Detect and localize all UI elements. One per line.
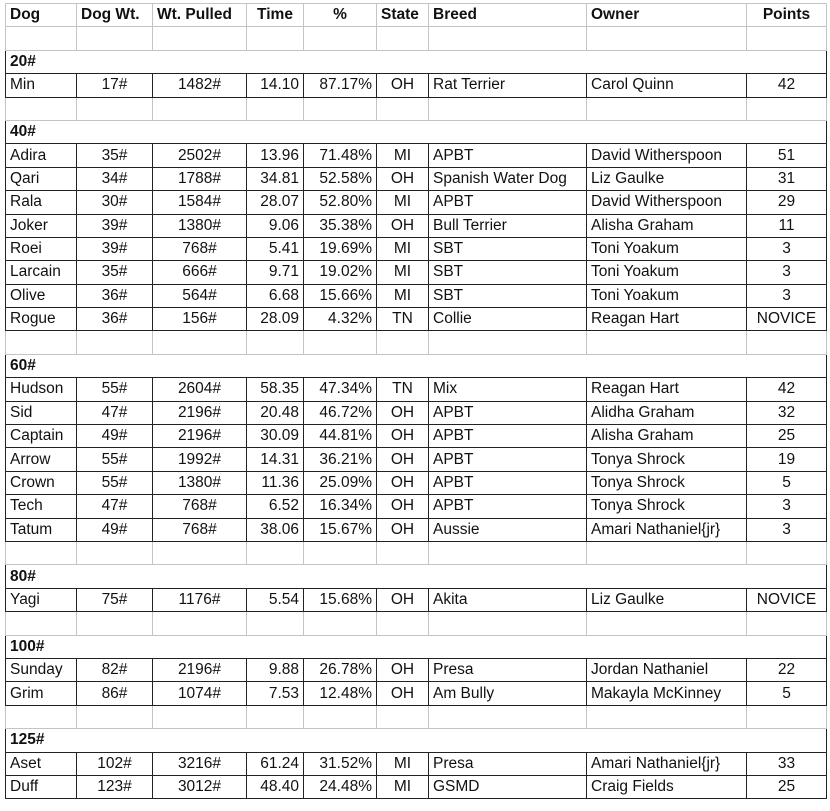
table-row xyxy=(6,518,827,541)
cell-dog-weight: 102# xyxy=(77,752,153,775)
cell-weight-pulled: 768# xyxy=(153,237,247,260)
cell-owner: Tonya Shrock xyxy=(587,448,747,471)
cell-owner: Alidha Graham xyxy=(587,401,747,424)
cell-owner: Reagan Hart xyxy=(587,308,747,331)
cell-dog: Adira xyxy=(6,144,77,167)
empty-cell xyxy=(153,27,247,50)
cell-owner: Makayla McKinney xyxy=(587,682,747,705)
cell-dog: Captain xyxy=(6,425,77,448)
empty-cell xyxy=(247,612,304,635)
cell-points: 19 xyxy=(747,448,827,471)
table-row xyxy=(6,167,827,190)
cell-points: 33 xyxy=(747,752,827,775)
cell-owner: Alisha Graham xyxy=(587,214,747,237)
cell-points: NOVICE xyxy=(747,588,827,611)
cell-dog-weight: 39# xyxy=(77,214,153,237)
cell-points: 5 xyxy=(747,682,827,705)
col-header-state: State xyxy=(377,4,429,27)
empty-cell xyxy=(304,705,377,728)
weight-class-row xyxy=(6,635,827,658)
cell-state: OH xyxy=(377,74,429,97)
cell-percent: 47.34% xyxy=(304,378,377,401)
cell-state: TN xyxy=(377,378,429,401)
cell-dog: Tatum xyxy=(6,518,77,541)
empty-cell xyxy=(6,541,77,564)
cell-dog-weight: 49# xyxy=(77,425,153,448)
cell-breed: Bull Terrier xyxy=(429,214,587,237)
cell-weight-pulled: 666# xyxy=(153,261,247,284)
empty-cell xyxy=(77,97,153,120)
table-row xyxy=(6,214,827,237)
cell-dog: Arrow xyxy=(6,448,77,471)
cell-time: 5.41 xyxy=(247,237,304,260)
cell-points: 22 xyxy=(747,658,827,681)
cell-points: 11 xyxy=(747,214,827,237)
table-row xyxy=(6,378,827,401)
cell-dog: Sunday xyxy=(6,658,77,681)
cell-dog: Larcain xyxy=(6,261,77,284)
empty-cell xyxy=(587,331,747,354)
cell-breed: APBT xyxy=(429,401,587,424)
table-row xyxy=(6,448,827,471)
col-header-weight-pulled: Wt. Pulled xyxy=(153,4,247,27)
cell-time: 7.53 xyxy=(247,682,304,705)
empty-cell xyxy=(77,331,153,354)
cell-breed: APBT xyxy=(429,144,587,167)
empty-cell xyxy=(587,97,747,120)
empty-cell xyxy=(77,612,153,635)
cell-percent: 19.02% xyxy=(304,261,377,284)
cell-state: OH xyxy=(377,401,429,424)
cell-breed: Am Bully xyxy=(429,682,587,705)
empty-cell xyxy=(247,27,304,50)
cell-breed: Aussie xyxy=(429,518,587,541)
empty-cell xyxy=(6,331,77,354)
table-row xyxy=(6,284,827,307)
spacer-row xyxy=(6,541,827,564)
cell-percent: 52.80% xyxy=(304,191,377,214)
cell-dog: Duff xyxy=(6,775,77,798)
cell-breed: APBT xyxy=(429,191,587,214)
empty-cell xyxy=(377,612,429,635)
empty-cell xyxy=(247,97,304,120)
cell-dog: Qari xyxy=(6,167,77,190)
cell-weight-pulled: 1584# xyxy=(153,191,247,214)
cell-weight-pulled: 2502# xyxy=(153,144,247,167)
col-header-dog-weight: Dog Wt. xyxy=(77,4,153,27)
spacer-row xyxy=(6,612,827,635)
cell-owner: Amari Nathaniel{jr} xyxy=(587,752,747,775)
cell-points: 3 xyxy=(747,495,827,518)
cell-points: NOVICE xyxy=(747,308,827,331)
cell-percent: 36.21% xyxy=(304,448,377,471)
cell-dog: Roei xyxy=(6,237,77,260)
weight-class-label: 125# xyxy=(6,729,827,752)
cell-weight-pulled: 1788# xyxy=(153,167,247,190)
cell-weight-pulled: 3216# xyxy=(153,752,247,775)
cell-breed: Collie xyxy=(429,308,587,331)
empty-cell xyxy=(587,705,747,728)
cell-weight-pulled: 564# xyxy=(153,284,247,307)
cell-owner: Tonya Shrock xyxy=(587,471,747,494)
cell-dog: Tech xyxy=(6,495,77,518)
cell-weight-pulled: 1380# xyxy=(153,471,247,494)
cell-time: 34.81 xyxy=(247,167,304,190)
cell-owner: Alisha Graham xyxy=(587,425,747,448)
empty-cell xyxy=(587,612,747,635)
cell-owner: Carol Quinn xyxy=(587,74,747,97)
cell-time: 9.06 xyxy=(247,214,304,237)
col-header-points: Points xyxy=(747,4,827,27)
cell-time: 38.06 xyxy=(247,518,304,541)
col-header-owner: Owner xyxy=(587,4,747,27)
empty-cell xyxy=(377,97,429,120)
cell-percent: 44.81% xyxy=(304,425,377,448)
cell-weight-pulled: 2196# xyxy=(153,658,247,681)
weight-class-label: 20# xyxy=(6,50,827,73)
empty-cell xyxy=(304,331,377,354)
weight-class-row xyxy=(6,120,827,143)
cell-dog: Yagi xyxy=(6,588,77,611)
cell-points: 51 xyxy=(747,144,827,167)
empty-cell xyxy=(6,705,77,728)
cell-points: 25 xyxy=(747,425,827,448)
cell-time: 9.88 xyxy=(247,658,304,681)
empty-cell xyxy=(6,27,77,50)
cell-owner: David Witherspoon xyxy=(587,144,747,167)
cell-points: 3 xyxy=(747,261,827,284)
cell-breed: Presa xyxy=(429,752,587,775)
cell-owner: Jordan Nathaniel xyxy=(587,658,747,681)
cell-state: OH xyxy=(377,518,429,541)
cell-points: 32 xyxy=(747,401,827,424)
cell-state: MI xyxy=(377,191,429,214)
cell-weight-pulled: 2196# xyxy=(153,425,247,448)
cell-percent: 24.48% xyxy=(304,775,377,798)
empty-cell xyxy=(429,27,587,50)
cell-percent: 31.52% xyxy=(304,752,377,775)
cell-weight-pulled: 156# xyxy=(153,308,247,331)
cell-percent: 15.66% xyxy=(304,284,377,307)
weight-class-row xyxy=(6,50,827,73)
cell-time: 28.09 xyxy=(247,308,304,331)
cell-dog: Rogue xyxy=(6,308,77,331)
cell-time: 9.71 xyxy=(247,261,304,284)
cell-percent: 4.32% xyxy=(304,308,377,331)
empty-cell xyxy=(247,331,304,354)
cell-state: OH xyxy=(377,214,429,237)
cell-state: MI xyxy=(377,144,429,167)
cell-percent: 52.58% xyxy=(304,167,377,190)
empty-cell xyxy=(587,541,747,564)
cell-time: 20.48 xyxy=(247,401,304,424)
empty-cell xyxy=(77,27,153,50)
cell-percent: 35.38% xyxy=(304,214,377,237)
col-header-time: Time xyxy=(247,4,304,27)
table-row xyxy=(6,74,827,97)
weight-class-row xyxy=(6,565,827,588)
cell-breed: Akita xyxy=(429,588,587,611)
weight-class-label: 100# xyxy=(6,635,827,658)
cell-owner: Liz Gaulke xyxy=(587,588,747,611)
empty-cell xyxy=(377,27,429,50)
spacer-row xyxy=(6,27,827,50)
cell-percent: 46.72% xyxy=(304,401,377,424)
cell-time: 6.68 xyxy=(247,284,304,307)
empty-cell xyxy=(77,705,153,728)
cell-percent: 71.48% xyxy=(304,144,377,167)
cell-breed: Spanish Water Dog xyxy=(429,167,587,190)
cell-points: 3 xyxy=(747,237,827,260)
cell-weight-pulled: 1176# xyxy=(153,588,247,611)
empty-cell xyxy=(153,705,247,728)
empty-cell xyxy=(429,612,587,635)
cell-dog-weight: 75# xyxy=(77,588,153,611)
cell-percent: 19.69% xyxy=(304,237,377,260)
cell-points: 42 xyxy=(747,74,827,97)
table-row xyxy=(6,775,827,798)
cell-breed: SBT xyxy=(429,284,587,307)
cell-weight-pulled: 3012# xyxy=(153,775,247,798)
cell-owner: Toni Yoakum xyxy=(587,284,747,307)
cell-owner: David Witherspoon xyxy=(587,191,747,214)
cell-percent: 12.48% xyxy=(304,682,377,705)
spacer-row xyxy=(6,331,827,354)
empty-cell xyxy=(377,331,429,354)
cell-dog-weight: 49# xyxy=(77,518,153,541)
cell-dog-weight: 39# xyxy=(77,237,153,260)
table-body xyxy=(6,27,827,799)
empty-cell xyxy=(747,705,827,728)
empty-cell xyxy=(153,541,247,564)
empty-cell xyxy=(304,97,377,120)
cell-state: OH xyxy=(377,495,429,518)
cell-percent: 15.67% xyxy=(304,518,377,541)
cell-time: 61.24 xyxy=(247,752,304,775)
col-header-breed: Breed xyxy=(429,4,587,27)
cell-weight-pulled: 768# xyxy=(153,518,247,541)
cell-weight-pulled: 2604# xyxy=(153,378,247,401)
cell-points: 5 xyxy=(747,471,827,494)
table-row xyxy=(6,588,827,611)
cell-points: 31 xyxy=(747,167,827,190)
empty-cell xyxy=(304,27,377,50)
cell-breed: APBT xyxy=(429,471,587,494)
table-row xyxy=(6,144,827,167)
table-row xyxy=(6,658,827,681)
empty-cell xyxy=(429,705,587,728)
empty-cell xyxy=(6,612,77,635)
cell-percent: 15.68% xyxy=(304,588,377,611)
table-row xyxy=(6,425,827,448)
table-row xyxy=(6,191,827,214)
cell-percent: 25.09% xyxy=(304,471,377,494)
cell-owner: Toni Yoakum xyxy=(587,237,747,260)
cell-time: 6.52 xyxy=(247,495,304,518)
cell-weight-pulled: 2196# xyxy=(153,401,247,424)
empty-cell xyxy=(304,612,377,635)
weight-class-row xyxy=(6,729,827,752)
cell-owner: Amari Nathaniel{jr} xyxy=(587,518,747,541)
cell-percent: 26.78% xyxy=(304,658,377,681)
empty-cell xyxy=(377,705,429,728)
cell-state: OH xyxy=(377,658,429,681)
cell-time: 14.10 xyxy=(247,74,304,97)
cell-dog-weight: 55# xyxy=(77,448,153,471)
cell-weight-pulled: 1482# xyxy=(153,74,247,97)
cell-state: MI xyxy=(377,775,429,798)
cell-state: OH xyxy=(377,448,429,471)
empty-cell xyxy=(747,612,827,635)
cell-dog: Min xyxy=(6,74,77,97)
cell-dog-weight: 36# xyxy=(77,308,153,331)
empty-cell xyxy=(747,27,827,50)
cell-dog-weight: 34# xyxy=(77,167,153,190)
cell-time: 48.40 xyxy=(247,775,304,798)
table-row xyxy=(6,261,827,284)
empty-cell xyxy=(747,97,827,120)
cell-dog-weight: 17# xyxy=(77,74,153,97)
cell-points: 3 xyxy=(747,518,827,541)
cell-weight-pulled: 1074# xyxy=(153,682,247,705)
cell-time: 5.54 xyxy=(247,588,304,611)
cell-owner: Toni Yoakum xyxy=(587,261,747,284)
cell-dog: Hudson xyxy=(6,378,77,401)
cell-breed: APBT xyxy=(429,448,587,471)
col-header-percent: % xyxy=(304,4,377,27)
cell-weight-pulled: 768# xyxy=(153,495,247,518)
cell-dog-weight: 55# xyxy=(77,471,153,494)
cell-points: 29 xyxy=(747,191,827,214)
cell-dog-weight: 123# xyxy=(77,775,153,798)
cell-time: 14.31 xyxy=(247,448,304,471)
cell-breed: Mix xyxy=(429,378,587,401)
cell-state: OH xyxy=(377,682,429,705)
cell-time: 58.35 xyxy=(247,378,304,401)
empty-cell xyxy=(747,331,827,354)
cell-owner: Liz Gaulke xyxy=(587,167,747,190)
table-row xyxy=(6,495,827,518)
table-row xyxy=(6,401,827,424)
cell-state: OH xyxy=(377,425,429,448)
empty-cell xyxy=(247,705,304,728)
empty-cell xyxy=(153,97,247,120)
cell-time: 28.07 xyxy=(247,191,304,214)
cell-points: 25 xyxy=(747,775,827,798)
empty-cell xyxy=(429,541,587,564)
cell-dog: Sid xyxy=(6,401,77,424)
cell-state: MI xyxy=(377,237,429,260)
empty-cell xyxy=(587,27,747,50)
cell-breed: GSMD xyxy=(429,775,587,798)
col-header-dog: Dog xyxy=(6,4,77,27)
cell-dog: Rala xyxy=(6,191,77,214)
results-table xyxy=(5,3,827,799)
cell-percent: 87.17% xyxy=(304,74,377,97)
empty-cell xyxy=(77,541,153,564)
spacer-row xyxy=(6,97,827,120)
cell-dog-weight: 55# xyxy=(77,378,153,401)
cell-dog: Joker xyxy=(6,214,77,237)
weight-class-label: 40# xyxy=(6,120,827,143)
cell-state: OH xyxy=(377,167,429,190)
cell-state: MI xyxy=(377,284,429,307)
weight-class-row xyxy=(6,354,827,377)
empty-cell xyxy=(429,331,587,354)
cell-owner: Tonya Shrock xyxy=(587,495,747,518)
cell-state: TN xyxy=(377,308,429,331)
cell-state: MI xyxy=(377,752,429,775)
cell-breed: Rat Terrier xyxy=(429,74,587,97)
cell-dog-weight: 82# xyxy=(77,658,153,681)
empty-cell xyxy=(304,541,377,564)
cell-time: 13.96 xyxy=(247,144,304,167)
cell-breed: APBT xyxy=(429,425,587,448)
cell-time: 30.09 xyxy=(247,425,304,448)
cell-owner: Craig Fields xyxy=(587,775,747,798)
empty-cell xyxy=(747,541,827,564)
cell-dog: Crown xyxy=(6,471,77,494)
cell-points: 3 xyxy=(747,284,827,307)
cell-weight-pulled: 1380# xyxy=(153,214,247,237)
cell-state: OH xyxy=(377,471,429,494)
cell-weight-pulled: 1992# xyxy=(153,448,247,471)
spacer-row xyxy=(6,705,827,728)
cell-dog-weight: 47# xyxy=(77,401,153,424)
table-row xyxy=(6,471,827,494)
cell-breed: SBT xyxy=(429,237,587,260)
cell-dog-weight: 36# xyxy=(77,284,153,307)
empty-cell xyxy=(377,541,429,564)
cell-breed: Presa xyxy=(429,658,587,681)
empty-cell xyxy=(153,612,247,635)
cell-dog: Olive xyxy=(6,284,77,307)
cell-state: MI xyxy=(377,261,429,284)
cell-dog-weight: 30# xyxy=(77,191,153,214)
cell-dog-weight: 47# xyxy=(77,495,153,518)
weight-class-label: 80# xyxy=(6,565,827,588)
empty-cell xyxy=(429,97,587,120)
cell-owner: Reagan Hart xyxy=(587,378,747,401)
cell-state: OH xyxy=(377,588,429,611)
cell-breed: SBT xyxy=(429,261,587,284)
header-row xyxy=(6,4,827,27)
cell-dog-weight: 35# xyxy=(77,261,153,284)
empty-cell xyxy=(6,97,77,120)
weight-class-label: 60# xyxy=(6,354,827,377)
cell-dog: Grim xyxy=(6,682,77,705)
table-row xyxy=(6,308,827,331)
cell-dog-weight: 86# xyxy=(77,682,153,705)
cell-breed: APBT xyxy=(429,495,587,518)
cell-percent: 16.34% xyxy=(304,495,377,518)
cell-dog-weight: 35# xyxy=(77,144,153,167)
table-row xyxy=(6,752,827,775)
empty-cell xyxy=(153,331,247,354)
table-row xyxy=(6,682,827,705)
table-row xyxy=(6,237,827,260)
cell-time: 11.36 xyxy=(247,471,304,494)
cell-dog: Aset xyxy=(6,752,77,775)
empty-cell xyxy=(247,541,304,564)
cell-points: 42 xyxy=(747,378,827,401)
